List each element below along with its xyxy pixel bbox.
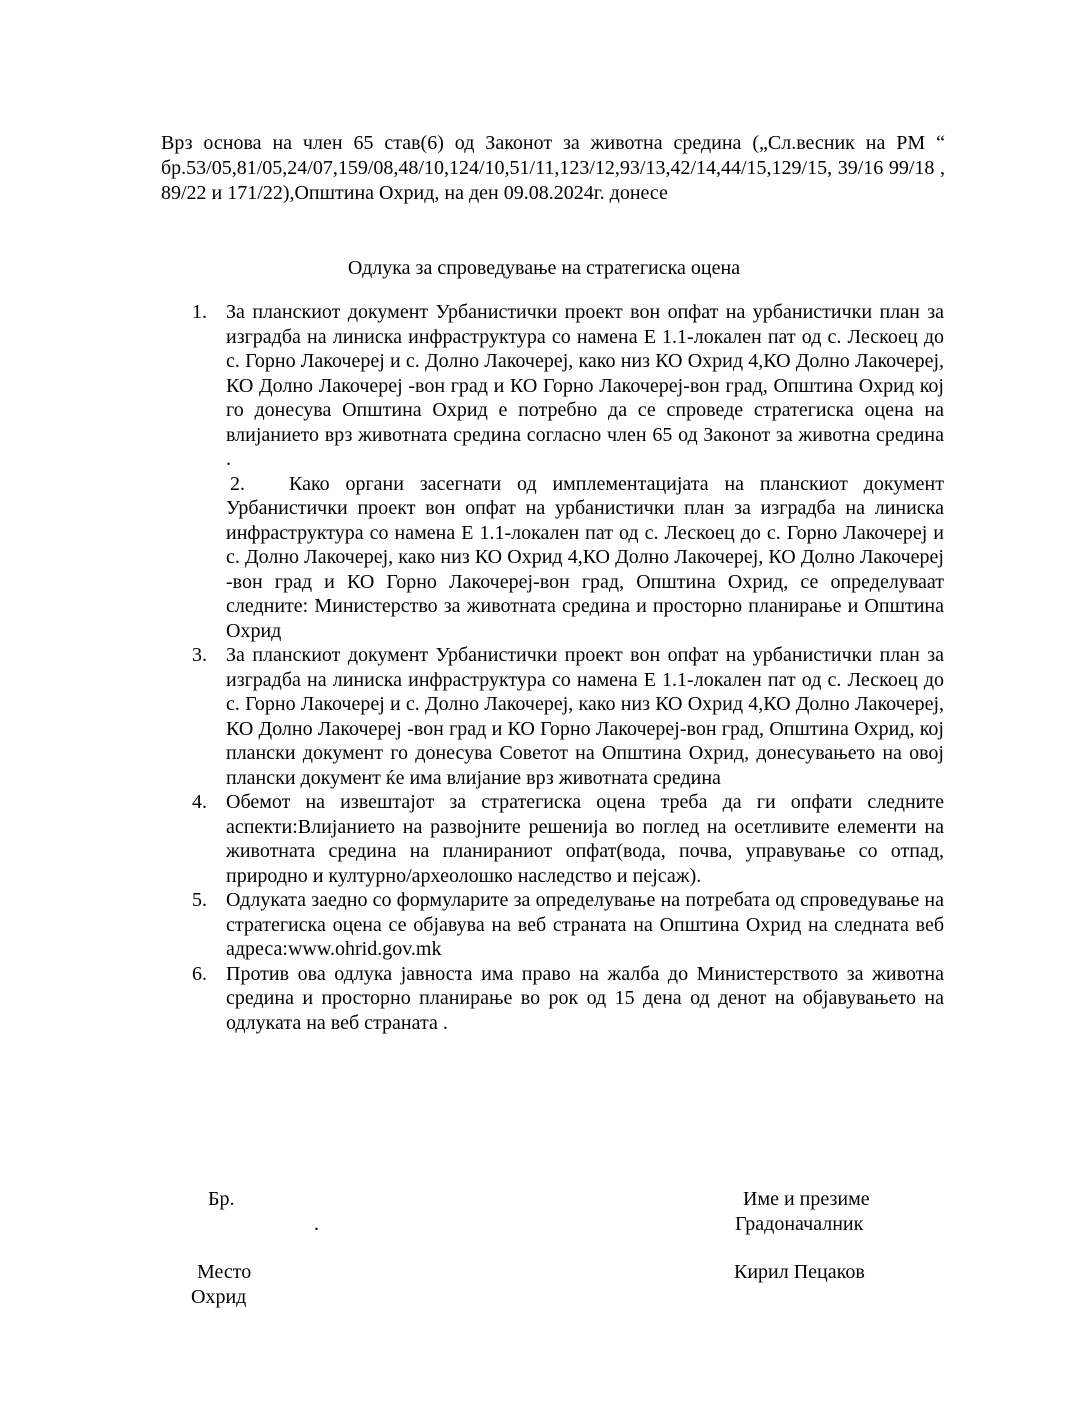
signatory-role: Градоначалник xyxy=(735,1213,864,1235)
decision-title: Одлука за спроведување на стратегиска оцена xyxy=(347,257,741,279)
item-number: 3. xyxy=(192,644,207,666)
list-item xyxy=(180,962,944,1036)
place-value: Охрид xyxy=(191,1286,247,1308)
item-text: Како органи засегнати од имплементацијата на планскиот документ Урбанистички проект вон опфат на урбанистички план за изградба на линиска инфраструктура со намена Е 1.1-локален пат од с. Лескоец до с. Горно Лакочереј и с. Долно Лакочереј, како низ КО Охрид 4,КО Долно Лакочереј, КО Долно Лакочереј -вон град и КО Горно Лакочереј-вон град, Општина Охрид, се определуваат следните: Министерство за животната средина и просторно планирање и Општина Охрид xyxy=(226,472,944,642)
decision-items-list xyxy=(180,300,944,1035)
number-dot: . xyxy=(314,1213,319,1235)
item-text: За планскиот документ Урбанистички проект вон опфат на урбанистички план за изградба на линиска инфраструктура со намена Е 1.1-локален пат од с. Лескоец до с. Горно Лакочереј и с. Долно Лакочереј, како низ КО Охрид 4,КО Долно Лакочереј, КО Долно Лакочереј -вон град и КО Горно Лакочереј-вон град, Општина Охрид кој го донесува Општина Охрид е потребно да се спроведе стратегиска оцена на влијанието врз животната средина согласно член 65 од Законот за животна средина . xyxy=(226,301,944,470)
item-text: За планскиот документ Урбанистички проект вон опфат на урбанистички план за изградба на линиска инфраструктура со намена Е 1.1-локален пат од с. Лескоец до с. Горно Лакочереј и с. Долно Лакочереј, како низ КО Охрид 4,КО Долно Лакочереј, КО Долно Лакочереј -вон град и КО Горно Лакочереј-вон град, Општина Охрид, кој плански документ го донесува Советот на Општина Охрид, донесувањето на овој плански документ ќе има влијание врз животната средина xyxy=(226,644,944,789)
item-number: 5. xyxy=(192,889,207,911)
item-number: 4. xyxy=(192,791,207,813)
item-text: Против ова одлука јавноста има право на жалба до Министерството за животна средина и просторно планирање во рок од 15 дена од денот на објавувањето на одлуката на веб страната . xyxy=(226,962,944,1034)
item-text: Обемот на извештајот за стратегиска оцена треба да ги опфати следните аспекти:Влијанието на развојните решенија во поглед на осетливите елементи на животната средина на планираниот опфат(вода, почва, управување со отпад, природно и културно/археолошко наследство и пејсаж). xyxy=(226,791,944,887)
item-number: 2. xyxy=(230,472,245,495)
list-item xyxy=(180,300,944,472)
name-surname-label: Име и презиме xyxy=(743,1188,870,1210)
preamble-paragraph: Врз основа на член 65 став(6) од Законот за животна средина („Сл.весник на РМ “ бр.53/05,81/05,24/07,159/08,48/10,124/10,51/11,123/12,93/13,42/14,44/15,129/15, 39/16 99/18 , 89/22 и 171/22),Општина Охрид, на ден 09.08.2024г. донесе xyxy=(161,132,945,204)
item-number: 6. xyxy=(192,962,207,985)
list-item xyxy=(180,472,944,644)
signatory-name: Кирил Пецаков xyxy=(734,1261,865,1283)
list-item xyxy=(180,790,944,888)
item-text: Одлуката заедно со формуларите за определување на потребата од спроведување на стратегиска оцена се објавува на веб страната на Општина Охрид на следната веб адреса:www.ohrid.gov.mk xyxy=(226,889,944,960)
place-label: Место xyxy=(197,1261,252,1283)
item-number: 1. xyxy=(192,301,207,323)
number-label: Бр. xyxy=(208,1188,235,1210)
list-item xyxy=(180,888,944,962)
list-item xyxy=(180,643,944,790)
